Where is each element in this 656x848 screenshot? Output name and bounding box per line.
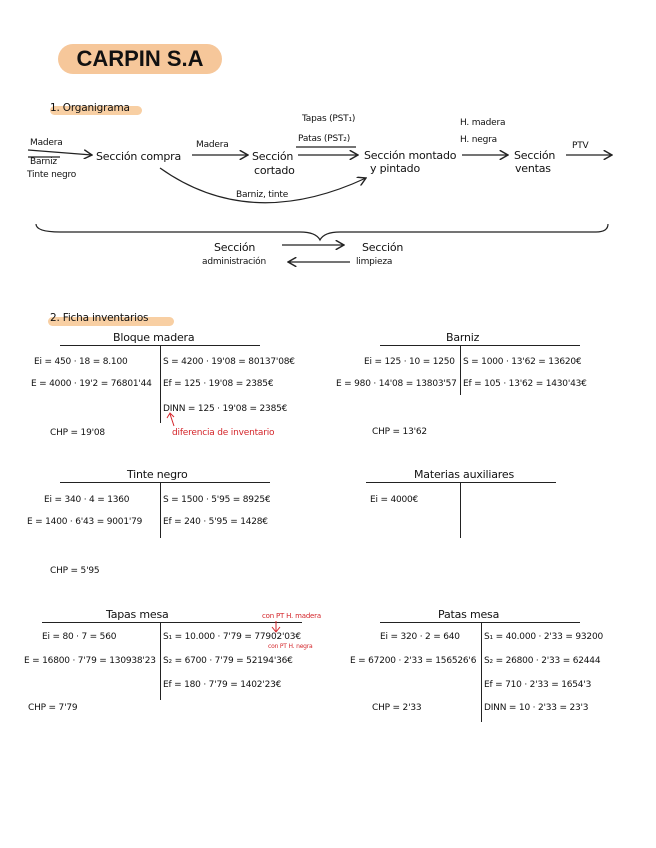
- label-h-madera: H. madera: [460, 118, 506, 128]
- tapas-note-1: con PT H. madera: [262, 612, 321, 620]
- label-barniz-tinte: Barniz, tinte: [236, 190, 289, 200]
- barniz-s: S = 1000 · 13'62 = 13620€: [463, 357, 582, 367]
- patas-ei: Ei = 320 · 2 = 640: [380, 632, 460, 642]
- arrow-label-madera: Madera: [196, 140, 229, 150]
- input-barniz: Barniz: [30, 157, 57, 167]
- tapas-note-2: con PT H. negra: [268, 643, 313, 650]
- tapas-title: Tapas mesa: [106, 608, 169, 621]
- seccion-admin-2: administración: [202, 257, 266, 267]
- tapas-e: E = 16800 · 7'79 = 130938'23: [24, 656, 156, 666]
- patas-dinn: DINN = 10 · 2'33 = 23'3: [484, 703, 589, 713]
- input-madera: Madera: [30, 138, 63, 148]
- tinte-ei: Ei = 340 · 4 = 1360: [44, 495, 130, 505]
- seccion-montado-1: Sección montado: [364, 149, 457, 162]
- seccion-admin-1: Sección: [214, 241, 256, 254]
- bloque-note: diferencia de inventario: [172, 428, 275, 438]
- tinte-title: Tinte negro: [127, 468, 188, 481]
- barniz-chp: CHP = 13'62: [372, 427, 427, 437]
- bloque-title: Bloque madera: [113, 331, 195, 344]
- patas-e: E = 67200 · 2'33 = 156526'6: [350, 656, 477, 666]
- bloque-dinn: DINN = 125 · 19'08 = 2385€: [163, 404, 288, 414]
- section1-heading: 1. Organigrama: [50, 102, 130, 114]
- barniz-ef: Ef = 105 · 13'62 = 1430'43€: [463, 379, 587, 389]
- patas-ef: Ef = 710 · 2'33 = 1654'3: [484, 680, 592, 690]
- patas-chp: CHP = 2'33: [372, 703, 422, 713]
- materias-ei: Ei = 4000€: [370, 495, 419, 505]
- tapas-ei: Ei = 80 · 7 = 560: [42, 632, 117, 642]
- tinte-ef: Ef = 240 · 5'95 = 1428€: [163, 517, 268, 527]
- seccion-limp-1: Sección: [362, 241, 404, 254]
- tapas-ef: Ef = 180 · 7'79 = 1402'23€: [163, 680, 282, 690]
- label-ptv: PTV: [572, 141, 589, 151]
- seccion-montado-2: y pintado: [370, 162, 420, 175]
- bloque-s: S = 4200 · 19'08 = 80137'08€: [163, 357, 295, 367]
- tinte-e: E = 1400 · 6'43 = 9001'79: [27, 517, 143, 527]
- tinte-s: S = 1500 · 5'95 = 8925€: [163, 495, 271, 505]
- barniz-ei: Ei = 125 · 10 = 1250: [364, 357, 455, 367]
- section2-heading: 2. Ficha inventarios: [50, 312, 149, 324]
- patas-title: Patas mesa: [438, 608, 500, 621]
- seccion-cortado-2: cortado: [254, 164, 295, 177]
- seccion-limp-2: limpieza: [356, 257, 393, 267]
- patas-s1: S₁ = 40.000 · 2'33 = 93200: [484, 632, 604, 642]
- barniz-title: Barniz: [446, 331, 480, 344]
- seccion-ventas-1: Sección: [514, 149, 556, 162]
- bloque-chp: CHP = 19'08: [50, 428, 105, 438]
- tapas-s1: S₁ = 10.000 · 7'79 = 77902'03€: [163, 632, 301, 642]
- tapas-chp: CHP = 7'79: [28, 703, 78, 713]
- label-h-negra: H. negra: [460, 135, 497, 145]
- tapas-s2: S₂ = 6700 · 7'79 = 52194'36€: [163, 656, 293, 666]
- page-title: CARPIN S.A: [58, 44, 222, 74]
- label-tapas: Tapas (PST₁): [302, 114, 356, 124]
- seccion-ventas-2: ventas: [515, 162, 551, 175]
- bloque-ei: Ei = 450 · 18 = 8.100: [34, 357, 128, 367]
- input-tinte: Tinte negro: [27, 170, 77, 180]
- bloque-e: E = 4000 · 19'2 = 76801'44: [31, 379, 152, 389]
- barniz-e: E = 980 · 14'08 = 13803'57: [336, 379, 457, 389]
- seccion-compra: Sección compra: [96, 150, 182, 163]
- bloque-ef: Ef = 125 · 19'08 = 2385€: [163, 379, 274, 389]
- tinte-chp: CHP = 5'95: [50, 566, 100, 576]
- materias-title: Materias auxiliares: [414, 468, 514, 481]
- label-patas: Patas (PST₂): [298, 134, 350, 144]
- seccion-cortado-1: Sección: [252, 150, 294, 163]
- patas-s2: S₂ = 26800 · 2'33 = 62444: [484, 656, 601, 666]
